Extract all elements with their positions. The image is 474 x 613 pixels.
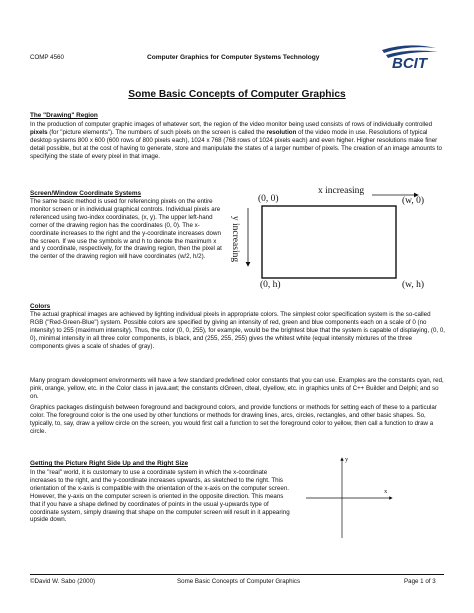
label-bottom-right: (w, h) <box>402 280 425 290</box>
x-axis-label: x <box>384 488 388 495</box>
y-increasing-label: y increasing <box>230 215 241 263</box>
real-world-axes-diagram <box>300 452 400 542</box>
picture-up-paragraph: In the "real" world, it is customary to use a coordinate system in which the x-coordinate increases to the right, and the y-coordinate increases upwards, as sketched to the right. This orientation of the x-axis is compatible with the orientation of the x-axis on the computer screen. However, the y-axis on the computer screen is oriented in the opposite direction. This means that if you have a shape defined by coordinates of points in the usual y-upwards type of coordinate system, simply drawing that shape on the computer screen will result in it appearing upside down. <box>30 469 290 524</box>
course-code: COMP 4560 <box>30 54 64 61</box>
colors-paragraph-2: Many program development environments will have a few standard predefined color constants that you can use. Examples are the constants cyan, red, pink, orange, yellow, etc. in the Color class in java.awt; the constants clGreen, clteal, clyellow, etc. in graphics units of C++ Builder and Delphi; and so on. <box>30 377 444 400</box>
pixels-term: pixels <box>30 128 48 136</box>
page-title: Some Basic Concepts of Computer Graphics <box>128 89 346 100</box>
drawing-region-paragraph: In the production of computer graphic images of whatever sort, the region of the video monitor being used consists of rows of individually controlled pixels (for "picture elements"). The numbers of such pixels on the screen is called the resolution of the video mode in use. Resolutions of typical desktop systems 800 x 600 (600 rows of 800 pixels each), 1024 x 768 (768 rows of 1024 pixels each) and even higher. Higher resolutions make finer detail possible, but at the cost of having to generate, store and manipulate the states of a larger number of pixels. The creation of an image amounts to specifying the state of every pixel in that image. <box>30 121 442 160</box>
colors-paragraph-3: Graphics packages distinguish between foreground and background colors, and provide functions or methods for setting each of these to a particular color. The foreground color is the one used by other functions or methods for drawing lines, arcs, circles, rectangles, and other basic shapes. So, typically, to, say, draw a yellow circle on the screen, you would first call a function to set the foreground color to yellow, then call a function to draw a circle. <box>30 404 437 435</box>
label-bottom-left: (0, h) <box>260 280 281 290</box>
drawing-region-heading: The "Drawing" Region <box>30 112 98 119</box>
label-top-left: (0, 0) <box>258 194 279 204</box>
footer-title: Some Basic Concepts of Computer Graphics <box>177 578 301 585</box>
colors-paragraph-1: The actual graphical images are achieved by lighting individual pixels in appropriate colors. The simplest color specification system is the so-called RGB ("Red-Green-Blue") system. Possible colors are specified by giving an intensity of red, green and blue components each on a scale of 0 (no intensity) to 255 (maximum intensity). Thus, the color (0, 0, 255), for example, would be the brightest blue that the system is capable of displaying, (0, 0, 0), minimal intensity in all three color components, is black, and (255, 255, 255) gives the whitest white (equal intensity mixtures of the three components gives a scale of shades of gray). <box>30 311 445 350</box>
picture-up-heading: Getting the Picture Right Side Up and the Right Size <box>30 460 188 467</box>
drawing-region-rect <box>262 206 396 278</box>
screen-coords-paragraph: The same basic method is used for referencing pixels on the entire monitor screen or in individual graphical controls. Individual pixels are referenced using two-index coordinates, (x, y). The upper left-hand corner of the drawing region has the coordinates (0, 0). The x-coordinate increases to the right and the y-coordinate increases down the screen. If we use the symbols w and h to denote the maximum x and y coordinate, respectively, for the drawing region, then the pixel at the center of the drawing region will have coordinates (w/2, h/2). <box>30 198 222 261</box>
screen-coords-heading: Screen/Window Coordinate Systems <box>30 190 142 197</box>
colors-heading: Colors <box>30 303 51 310</box>
resolution-term: resolution <box>266 128 297 136</box>
logo-wordmark: BCIT <box>392 55 427 72</box>
running-title: Computer Graphics for Computer Systems Technology <box>147 54 320 61</box>
label-top-right: (w, 0) <box>402 196 425 206</box>
bcit-logo <box>378 42 440 72</box>
y-axis-label: y <box>345 456 349 463</box>
footer-rule <box>30 574 444 575</box>
screen-coordinates-diagram <box>232 184 444 292</box>
footer-page: Page 1 of 3 <box>404 578 436 585</box>
footer-author: ©David W. Sabo (2000) <box>30 578 96 585</box>
x-increasing-label: x increasing <box>318 186 365 196</box>
